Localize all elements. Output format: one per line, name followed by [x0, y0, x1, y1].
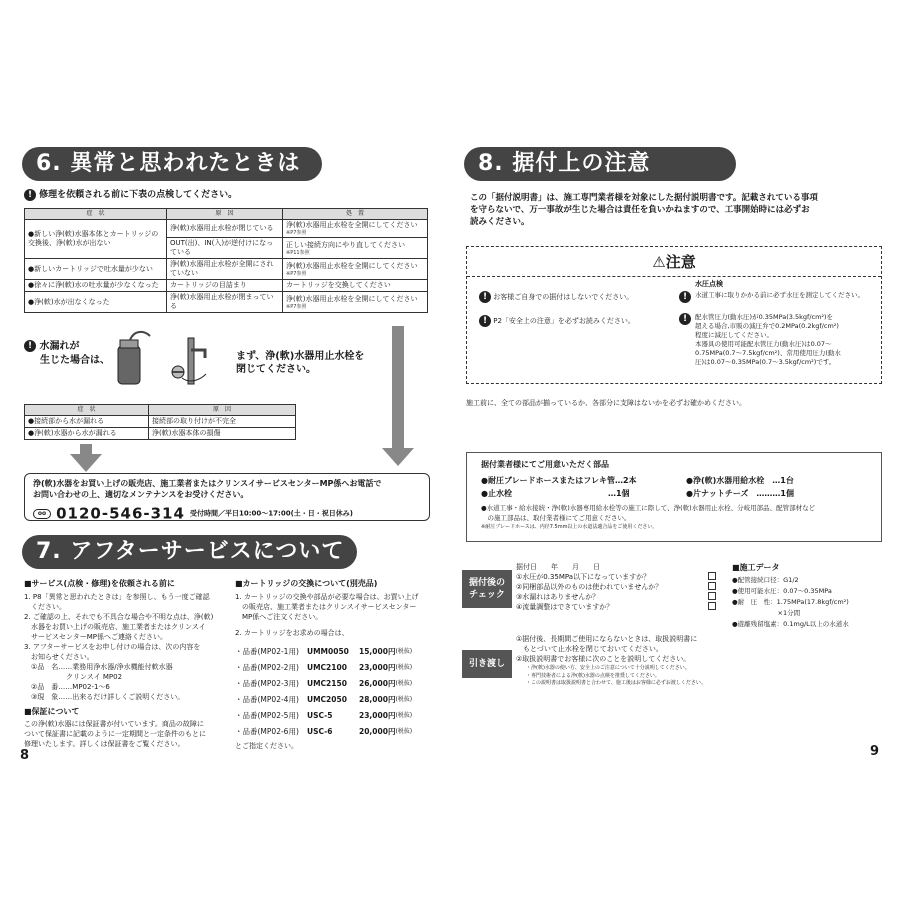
warning-icon: ! [679, 313, 691, 325]
symptom-cell: ●徐々に浄(軟)水の吐水量が少なくなった [25, 280, 167, 292]
col-cause: 原 因 [167, 209, 283, 220]
remedy-note: ※P11参照 [286, 249, 310, 256]
pressure-item [679, 291, 879, 303]
caution-text: お客様ご自身での据付はしないでください。 [493, 293, 634, 301]
list-item [235, 692, 445, 708]
caution-box [466, 246, 882, 384]
warranty-heading: ■保証について [24, 707, 80, 716]
list-item [235, 660, 445, 676]
cartridge-code: USC-6 [307, 727, 333, 736]
cartridge-code: UMC2150 [307, 679, 347, 688]
check-list [516, 562, 716, 612]
cartridge-label: ・品番(MP02-6用) [235, 727, 299, 736]
pressure-line: 配水管圧力(動水圧)が0.35MPa(3.5kgf/cm²)を [695, 313, 834, 321]
spec-data [732, 562, 892, 630]
cause-cell: 浄(軟)水器本体の損傷 [149, 428, 296, 440]
handover-small [516, 665, 756, 688]
list-item: 水器をお買い上げの販売店、施工業者またはクリンスイ [24, 623, 206, 631]
section-8-title: 8. 据付上の注意 [464, 147, 736, 181]
col-cause: 原 因 [149, 405, 296, 416]
cartridge-label: ・品番(MP02-3用) [235, 679, 299, 688]
cause-cell: OUT(出)、IN(入)が逆付けになっている [167, 238, 283, 259]
intro-line: 読みください。 [470, 217, 530, 227]
check-note [24, 187, 237, 201]
list-item: もとづいて止水栓を閉じておいてください。 [516, 645, 663, 653]
symptom-cell: ●新しい浄(軟)水器本体とカートリッジの交換後、浄(軟)水が出ない [25, 220, 167, 259]
checkbox[interactable] [708, 592, 716, 600]
install-date: 据付日 年 月 日 [516, 563, 600, 571]
cartridge-tax: (税抜) [395, 648, 413, 655]
cartridge-list [235, 644, 445, 751]
remedy-text: 正しい接続方向にやり直してください [286, 240, 405, 249]
part-item: ●浄(軟)水器用給水栓 …1台 [686, 476, 794, 485]
cartridge-intro [235, 592, 445, 638]
cartridge-heading: ■カートリッジの交換について(別売品) [235, 579, 378, 588]
before-note: 施工前に、全ての部品が揃っているか、各部分に支障はないかを必ずお確かめください。 [466, 399, 746, 407]
remedy-cell [283, 238, 428, 259]
list-item [235, 724, 445, 740]
remedy-note: ※P7参照 [286, 230, 307, 236]
section-7-title: 7. アフターサービスについて [22, 535, 357, 569]
arrow-down-icon [70, 454, 102, 472]
list-item: ●遊離残留塩素：0.1mg/L以上の水道水 [732, 620, 849, 628]
col-remedy: 処 置 [283, 209, 428, 220]
list-item [235, 708, 445, 724]
leak-table [24, 404, 296, 440]
faucet-illustration-icon [110, 328, 220, 388]
checkbox[interactable] [708, 582, 716, 590]
remedy-cell: カートリッジを交換してください [283, 280, 428, 292]
list-item: ください。 [24, 603, 66, 611]
remedy-cell [283, 259, 428, 280]
arrow-down-icon [392, 326, 404, 448]
table-row [25, 259, 428, 280]
symptom-cell: ●浄(軟)水器から水が漏れる [25, 428, 149, 440]
list-item: ついて保証書に記載のように一定期間と一定条件のもとに [24, 730, 206, 738]
table-row [25, 428, 296, 440]
pressure-line: 超える場合,市販の減圧弁で0.2MPa(0.2kgf/cm²) [695, 322, 839, 330]
part-item: ●止水栓 …1個 [481, 489, 630, 498]
warning-icon: ! [24, 340, 36, 352]
warranty-items [24, 719, 224, 749]
service-items [24, 592, 224, 702]
pressure-line: 0.75MPa(0.7～7.5kgf/cm²)、常用使用圧力(動水 [695, 349, 841, 357]
parts-note-line: ●水道工事・給水接続・浄(軟)水器専用給水栓等の施工に際して、浄(軟)水器用止水栓、分岐用部品、配管部材など [481, 504, 816, 512]
caution-item [479, 291, 633, 303]
warning-icon: ! [24, 189, 36, 201]
list-item: 1. P8「異常と思われたときは」を参照し、もう一度ご確認 [24, 593, 210, 601]
handover-label: 引き渡し [462, 650, 512, 678]
cartridge-price: 23,000円 [359, 663, 396, 672]
list-item: の販売店、施工業者またはクリンスイサービスセンター [235, 603, 417, 611]
cartridge-price: 20,000円 [359, 727, 396, 736]
warning-icon: ! [479, 291, 491, 303]
troubleshoot-table [24, 208, 428, 313]
cartridge-price: 15,000円 [359, 647, 396, 656]
check-item-text: ③水漏れはありませんか？ [516, 593, 600, 601]
leak-action-2: 閉じてください。 [236, 364, 316, 375]
table-row [25, 220, 428, 238]
caution-text: P2「安全上の注意」を必ずお読みください。 [493, 317, 635, 325]
cause-cell: 浄(軟)水器用止水栓が閉まっている [167, 292, 283, 313]
list-item [516, 592, 716, 602]
cartridge-column [235, 578, 445, 751]
caution-item [479, 315, 635, 327]
pressure-item [679, 313, 879, 367]
list-item: ③現 象……出来るだけ詳しくご説明ください。 [24, 693, 185, 701]
list-item: ●耐 圧 性：1.75MPa(17.8kgf/cm²) [732, 598, 849, 606]
leak-action-1: まず、浄(軟)水器用止水栓を [236, 351, 365, 362]
part-item: ●耐圧ブレードホースまたはフレキ管…2本 [481, 476, 637, 485]
list-item [235, 676, 445, 692]
service-heading: ■サービス(点検・修理)を依頼される前に [24, 579, 175, 588]
cartridge-end: とご指定ください。 [235, 742, 298, 750]
list-item: クリンスイ MP02 [24, 673, 123, 681]
leak-notice [24, 340, 110, 368]
cartridge-label: ・品番(MP02-2用) [235, 663, 299, 672]
parts-row [481, 474, 867, 487]
remedy-note: ※P7参照 [286, 270, 307, 277]
contact-text-1: 浄(軟)水器をお買い上げの販売店、施工業者またはクリンスイサービスセンターMP係へお電話で [33, 479, 382, 488]
contact-box [24, 473, 430, 521]
cartridge-code: UMC2100 [307, 663, 347, 672]
intro-line: を守らないで、万一事故が生じた場合は責任を負いかねますので、工事開始時には必ずお [470, 205, 810, 215]
list-item: 修理いたします。詳しくは保証書をご覧ください。 [24, 740, 185, 748]
list-item: ●使用可能水圧：0.07～0.35MPa [732, 587, 832, 595]
page-9 [450, 0, 900, 900]
parts-small: ※耐圧ブレードホースは、内径7.5mm以上の水道法適合品をご使用ください。 [481, 524, 658, 530]
list-item: ①据付後、長期間ご使用にならないときは、取扱説明書に [516, 635, 698, 643]
cartridge-label: ・品番(MP02-5用) [235, 711, 299, 720]
check-item-text: ④流量調整はできていますか？ [516, 603, 614, 611]
leak-title-2: 生じた場合は、 [40, 355, 110, 366]
table-row [25, 416, 296, 428]
part-item: ●片ナットチーズ ………1個 [686, 489, 794, 498]
cartridge-tax: (税抜) [395, 728, 413, 735]
leak-action [236, 350, 364, 376]
cartridge-code: UMC2050 [307, 695, 347, 704]
remedy-cell [283, 292, 428, 313]
check-label [462, 570, 512, 608]
cartridge-price: 23,000円 [359, 711, 396, 720]
cartridge-tax: (税抜) [395, 712, 413, 719]
list-item: この浄(軟)水器には保証書が付いています。商品の故障に [24, 720, 204, 728]
cartridge-price: 26,000円 [359, 679, 396, 688]
cartridge-label: ・品番(MP02-4用) [235, 695, 299, 704]
parts-row [481, 487, 867, 500]
cartridge-tax: (税抜) [395, 696, 413, 703]
check-note-text: 修理を依頼される前に下表の点検してください。 [39, 190, 238, 200]
list-item: ×1分間 [732, 609, 801, 617]
intro-line: この「据付説明書」は、施工専門業者様を対象にした据付説明書です。記載されている事項 [470, 193, 818, 203]
checkbox[interactable] [708, 602, 716, 610]
warning-icon: ! [679, 291, 691, 303]
phone-number: 0120-546-314 [56, 504, 185, 523]
phone-hours: 受付時間／平日10:00～17:00(土・日・祝日休み) [190, 509, 353, 518]
leak-title-1: 水漏れが [39, 341, 80, 352]
cartridge-price: 28,000円 [359, 695, 396, 704]
pressure-line: 圧)は0.07～0.35MPa(0.7～3.5kgf/cm²)です。 [695, 358, 836, 366]
list-item: ・浄(軟)水器の使い方、安全上のご注意について十分説明してください。 [526, 665, 690, 671]
cartridge-tax: (税抜) [395, 680, 413, 687]
phone-line [33, 503, 421, 523]
handover-items [516, 634, 756, 664]
remedy-note: ※P7参照 [286, 303, 307, 310]
freedial-icon: oo [33, 509, 51, 519]
check-label-1: 据付後の [468, 578, 505, 588]
list-item: ・専門技術者による浄(軟)水器の点検を推奨してください。 [526, 672, 660, 679]
check-item-text: ①水圧が0.35MPa以下になっていますか？ [516, 573, 651, 581]
pressure-line: 程度に減圧してください。 [695, 331, 773, 339]
caution-title: ⚠注意 [467, 247, 881, 277]
list-item [516, 582, 716, 592]
cartridge-tax: (税抜) [395, 664, 413, 671]
list-item: 2. カートリッジをお求めの場合は、 [235, 629, 349, 637]
symptom-cell: ●浄(軟)水が出なくなった [25, 292, 167, 313]
col-symptom: 症 状 [25, 405, 149, 416]
parts-note-line: の施工部品は、取付業者様にてご用意ください。 [481, 514, 631, 522]
page-number: 9 [870, 744, 880, 759]
remedy-text: 浄(軟)水器用止水栓を全開にしてください [286, 221, 418, 229]
section-6-title: 6. 異常と思われたときは [22, 147, 322, 181]
check-label-2: チェック [469, 590, 505, 600]
symptom-cell: ●新しいカートリッジで吐水量が少ない [25, 259, 167, 280]
col-symptom: 症 状 [25, 209, 167, 220]
list-item: 1. カートリッジの交換や部品が必要な場合は、お買い上げ [235, 593, 419, 601]
parts-note [481, 503, 867, 523]
pressure-line: 本器具の使用可能配水管圧力(動水圧)は0.07～ [695, 340, 832, 348]
pressure-text: 水道工事に取りかかる前に必ず水圧を測定してください。 [695, 291, 864, 299]
arrow-down-icon [382, 448, 414, 466]
checkbox[interactable] [708, 572, 716, 580]
cartridge-label: ・品番(MP02-1用) [235, 647, 299, 656]
handover-list [516, 634, 756, 688]
contact-text-2: お問い合わせの上、適切なメンテナンスをお受けください。 [33, 490, 249, 499]
cartridge-code: UMM0050 [307, 647, 349, 656]
list-item: 2. ご確認の上、それでも不具合な場合や不明な点は、浄(軟) [24, 613, 214, 621]
list-item: お知らせください。 [24, 653, 94, 661]
section-8-intro [470, 192, 818, 228]
cause-cell: カートリッジの目詰まり [167, 280, 283, 292]
cause-cell: 接続部の取り付けが不完全 [149, 416, 296, 428]
list-item: ①品 名……業務用浄水器/浄水機能付軟水器 [24, 663, 173, 671]
spec-heading: ■施工データ [732, 563, 780, 572]
list-item: ②取扱説明書でお客様に次のことを説明してください。 [516, 655, 691, 663]
remedy-text: 浄(軟)水器用止水栓を全開にしてください [286, 261, 418, 270]
list-item [516, 602, 716, 612]
list-item [516, 572, 716, 582]
remedy-cell [283, 220, 428, 238]
list-item: サービスセンターMP係へご連絡ください。 [24, 633, 167, 641]
warning-icon: ! [479, 315, 491, 327]
list-item: MP係へご注文ください。 [235, 613, 323, 621]
check-item-text: ②同梱部品以外のものは使われていませんか？ [516, 583, 663, 591]
parts-box [466, 452, 882, 542]
parts-heading: 据付業者様にてご用意いただく部品 [481, 460, 609, 469]
symptom-cell: ●接続部から水が漏れる [25, 416, 149, 428]
list-item: 3. アフターサービスをお申し付けの場合は、次の内容を [24, 643, 201, 651]
cartridge-code: USC-5 [307, 711, 333, 720]
table-row [25, 292, 428, 313]
list-item: ・この説明書は取扱説明書と合わせて、施工後はお客様に必ずお渡しください。 [526, 680, 706, 686]
cause-cell: 浄(軟)水器用止水栓が閉じている [167, 220, 283, 238]
pressure-heading: 水圧点検 [695, 280, 723, 288]
cause-cell: 浄(軟)水器用止水栓が全開にされていない [167, 259, 283, 280]
list-item [235, 644, 445, 660]
list-item: ●配管接続口径：G1/2 [732, 576, 799, 584]
spec-list [732, 575, 892, 630]
remedy-text: 浄(軟)水器用止水栓を全開にしてください [286, 294, 418, 303]
page-number: 8 [20, 748, 30, 763]
service-column [24, 578, 224, 749]
list-item: ②品 番……MP02-1～6 [24, 683, 110, 691]
pressure-lines [691, 313, 841, 367]
table-row [25, 280, 428, 292]
